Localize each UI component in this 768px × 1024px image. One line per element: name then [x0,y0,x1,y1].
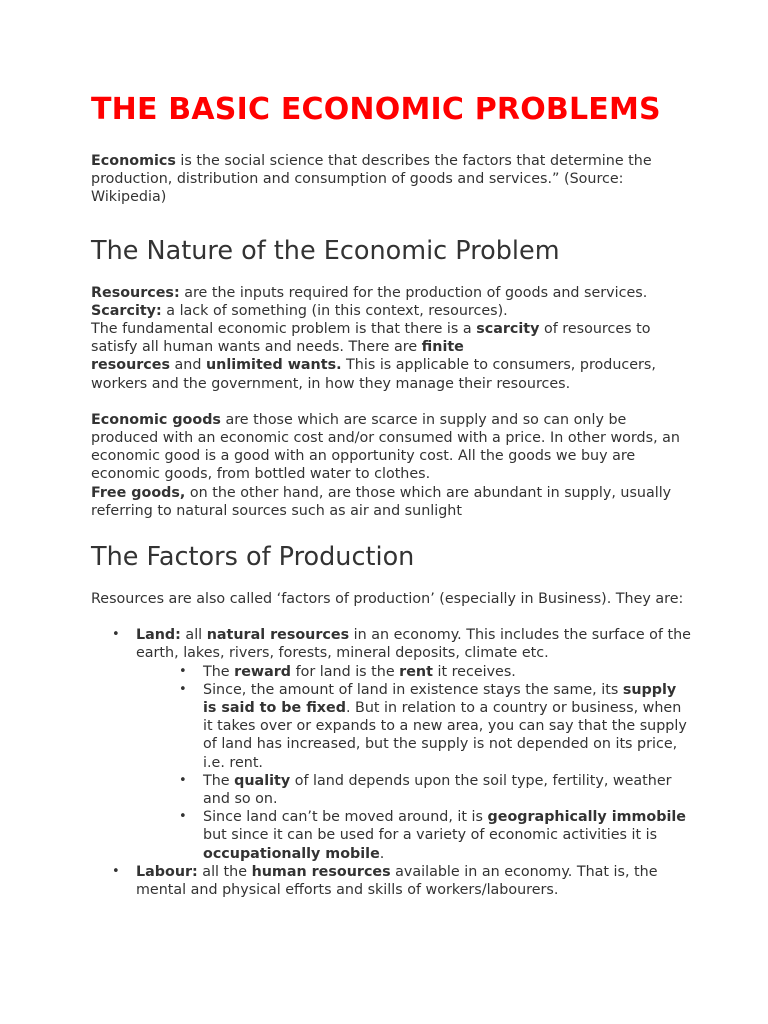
economic-goods-term: Economic goods [91,411,221,428]
list-item-labour [136,863,691,899]
free-goods-text: on the other hand, are those which are abundant in supply, usually referring to natural sources such as air and sunlight [91,484,672,519]
sub1-text-c: it receives. [432,663,516,680]
labour-term: Labour: [136,863,198,880]
resources-bold: resources [91,357,170,374]
occupationally-mobile-bold: occupationally mobile [203,845,380,862]
resources-term: Resources: [91,284,180,301]
goods-paragraph [91,411,691,520]
factors-list [91,626,691,899]
factors-intro-paragraph: Resources are also called ‘factors of production’ (especially in Business). They are: [91,591,684,608]
land-text-2: in an economy. This includes the surface of the earth, lakes, rivers, forests, mineral deposits, climate etc. [136,627,691,662]
economics-term: Economics [91,153,176,169]
scarcity-term: Scarcity: [91,302,162,319]
intro-text: is the social science that describes the factors that determine the production, distribution and consumption of goods and services.” (Source: Wikipedia) [91,153,652,206]
land-subitem-quality [203,772,691,808]
quality-bold: quality [234,772,291,789]
sub1-text-a: The [203,663,235,680]
resources-paragraph [91,284,691,393]
sub2-text-b: . But in relation to a country or business, when it takes over or expands to a new area, you can say that the supply of land has increased, but the supply is not depended on its price, i.e. rent. [203,700,687,771]
land-subitem-mobility [203,808,691,863]
supply-fixed-bold: supply is said to be fixed [203,681,677,717]
economic-goods-text: are those which are scarce in supply and so can only be produced with an economic cost and/or consumed with a price. In other words, an economic good is a good with an opportunity cost. All the goods we buy are economic goods, from bottled water to clothes. [91,411,680,483]
list-item-land [136,626,691,863]
sub4-text-c: . [379,845,385,862]
heading-factors-of-production: The Factors of Production [91,542,415,573]
intro-paragraph [91,152,691,207]
land-sublist [136,663,691,863]
sub3-text-a: The [203,772,235,789]
sub2-text-a: Since, the amount of land in existence stays the same, its [203,681,623,698]
page-title: THE BASIC ECONOMIC PROBLEMS [91,92,661,127]
labour-text-1: all the [197,863,252,880]
fundamental-text-1: The fundamental economic problem is that there is a [91,321,477,338]
reward-bold: reward [234,663,292,680]
geographically-immobile-bold: geographically immobile [487,809,686,826]
sub3-text-b: of land depends upon the soil type, fertility, weather and so on. [203,772,672,808]
labour-text-2: available in an economy. That is, the mental and physical efforts and skills of workers/labourers. [136,863,658,899]
land-term: Land: [136,627,181,644]
natural-resources-bold: natural resources [206,627,350,644]
fundamental-text-3: This is applicable to consumers, producers, workers and the government, in how they manage their resources. [91,357,656,392]
fundamental-text-2: of resources to satisfy all human wants and needs. There are [91,321,651,356]
land-subitem-reward [203,663,691,681]
scarcity-text: a lack of something (in this context, resources). [161,302,508,319]
document-page [91,92,691,899]
land-subitem-supply [203,681,691,772]
human-resources-bold: human resources [251,863,391,880]
sub4-text-b: but since it can be used for a variety of economic activities it is [203,827,658,844]
resources-text: are the inputs required for the production of goods and services. [179,284,648,301]
scarcity-bold: scarcity [476,321,540,338]
sub4-text-a: Since land can’t be moved around, it is [203,809,488,826]
free-goods-term: Free goods, [91,484,186,501]
finite-bold: finite [421,339,464,356]
heading-nature-of-problem: The Nature of the Economic Problem [91,235,560,266]
land-text-1: all [180,627,207,644]
rent-bold: rent [399,663,433,680]
sub1-text-b: for land is the [291,663,400,680]
unlimited-wants-bold: unlimited wants. [206,357,342,374]
and-text: and [170,357,206,374]
